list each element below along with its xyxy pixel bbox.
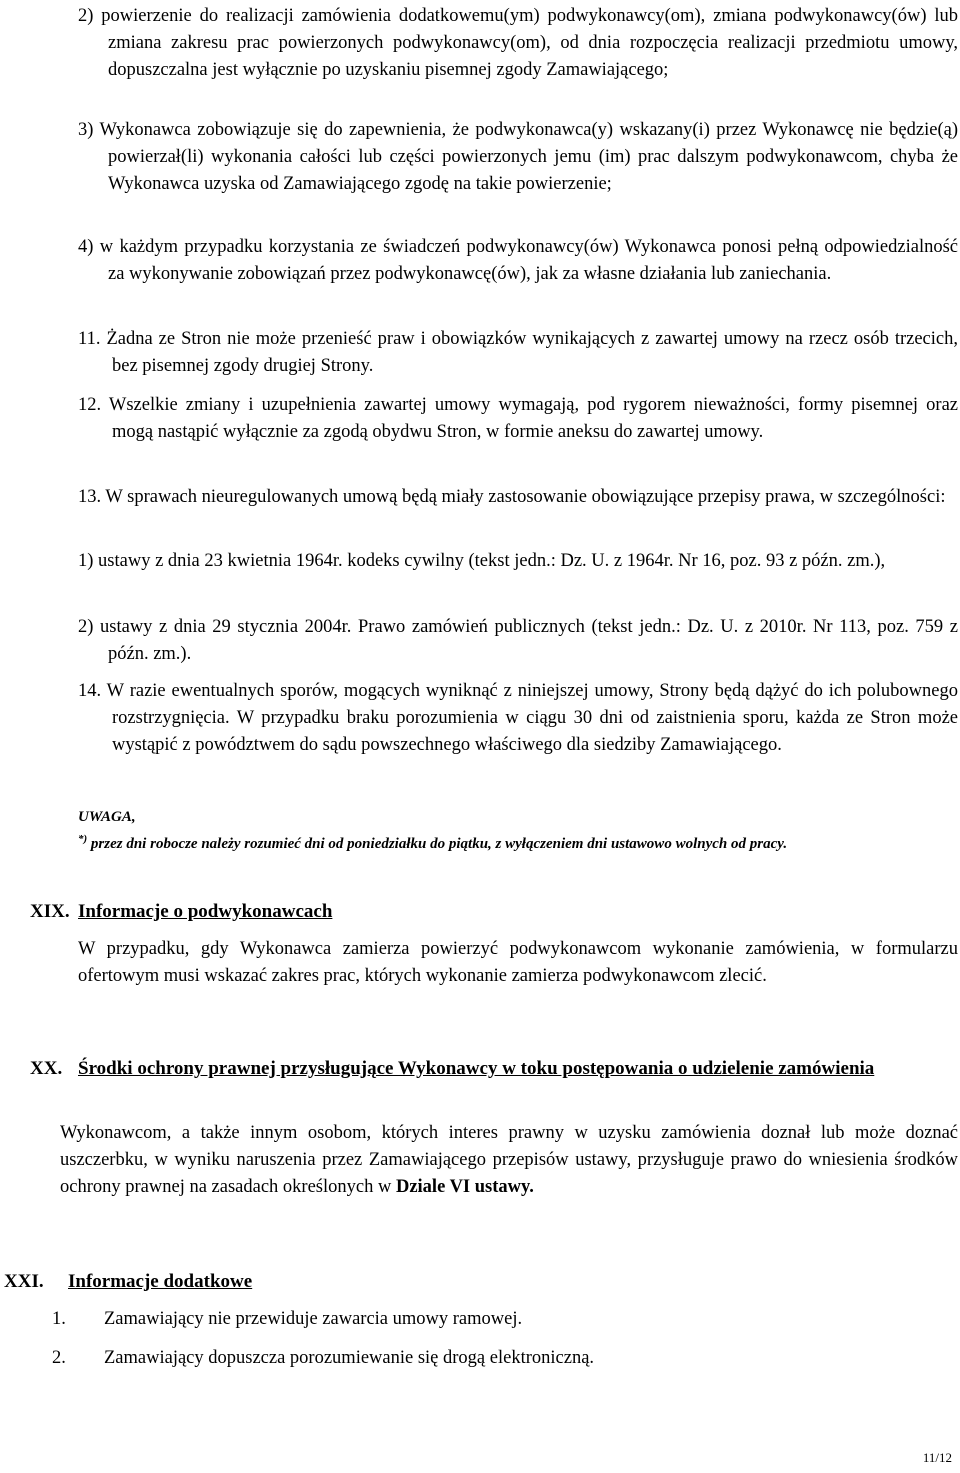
section-text: W przypadku, gdy Wykonawca zamierza powierzyć podwykonawcom wykonanie zamówienia, w formularzu ofertowym musi wskazać zakres prac, których wykonanie zamierza podwykonawcom zlecić. [78, 939, 958, 986]
note-title: UWAGA, [78, 809, 136, 825]
note-marker: *) [78, 833, 88, 845]
list-item: 2) powierzenie do realizacji zamówienia dodatkowemu(ym) podwykonawcy(om), zmiana podwykonawcy(ów) lub zmiana zakresu prac powierzonych podwykonawcy(om), od dnia rozpoczęcia realizacji przedmiotu umowy, dopuszczalna jest wyłącznie po uzyskaniu pisemnej zgody Zamawiającego; [78, 6, 958, 80]
paragraph-14: 14. W razie ewentualnych sporów, mogących wyniknąć z niniejszej umowy, Strony będą dążyć do ich polubownego rozstrzygnięcia. W przypadku braku porozumienia w ciągu 30 dni od zaistnienia sporu, każda ze Stron może wystąpić z powództwem do sądu powszechnego właściwego dla siedziby Zamawiającego. [78, 681, 958, 755]
section-title: Środki ochrony prawnej przysługujące Wykonawcy w toku postępowania o udzielenie zamówienia [78, 1058, 875, 1079]
note-text: przez dni robocze należy rozumieć dni od poniedziałku do piątku, z wyłączeniem dni ustawowo wolnych od pracy. [90, 836, 788, 852]
note [78, 806, 958, 855]
section-text: Wykonawcom, a także innym osobom, których interes prawny w uzysku zamówienia doznał lub może doznać uszczerbku, w wyniku naruszenia przez Zamawiającego przepisów ustawy, przysługuje prawo do wniesienia środków ochrony prawnej na zasadach określonych w Dziale VI ustawy. [60, 1123, 958, 1197]
section-number: XXI. [4, 1271, 44, 1292]
paragraph-12: 12. Wszelkie zmiany i uzupełnienia zawartej umowy wymagają, pod rygorem nieważności, formy pisemnej oraz mogą nastąpić wyłącznie za zgodą obydwu Stron, w formie aneksu do zawartej umowy. [78, 395, 958, 442]
paragraph-11: 11. Żadna ze Stron nie może przenieść praw i obowiązków wynikających z zawartej umowy na rzecz osób trzecich, bez pisemnej zgody drugiej Strony. [78, 329, 958, 376]
section-title: Informacje o podwykonawcach [78, 901, 333, 922]
list-item-number: 1. [52, 1309, 66, 1329]
section-title: Informacje dodatkowe [68, 1271, 253, 1292]
section-number: XIX. [30, 901, 70, 922]
section-number: XX. [30, 1058, 63, 1079]
list-item: 2) ustawy z dnia 29 stycznia 2004r. Prawo zamówień publicznych (tekst jedn.: Dz. U. z 2010r. Nr 113, poz. 759 z późn. zm.). [78, 617, 958, 664]
list-item: Zamawiający dopuszcza porozumiewanie się drogą elektroniczną. [104, 1348, 595, 1368]
page-number: 11/12 [922, 1450, 952, 1465]
paragraph-13: 13. W sprawach nieuregulowanych umową będą miały zastosowanie obowiązujące przepisy prawa, w szczególności: [78, 487, 946, 507]
list-item: 3) Wykonawca zobowiązuje się do zapewnienia, że podwykonawca(y) wskazany(i) przez Wykonawcę nie będzie(ą) powierzał(li) wykonania całości lub części powierzonych jemu (im) prac dalszym podwykonawcom, chyba że Wykonawca uzyska od Zamawiającego zgodę na takie powierzenie; [78, 120, 958, 194]
list-item-number: 2. [52, 1348, 66, 1368]
list-item: 4) w każdym przypadku korzystania ze świadczeń podwykonawcy(ów) Wykonawca ponosi pełną odpowiedzialność za wykonywanie zobowiązań przez podwykonawcę(ów), jak za własne działania lub zaniechania. [78, 237, 958, 284]
list-item: Zamawiający nie przewiduje zawarcia umowy ramowej. [104, 1309, 523, 1329]
list-item: 1) ustawy z dnia 23 kwietnia 1964r. kodeks cywilny (tekst jedn.: Dz. U. z 1964r. Nr 16, poz. 93 z późn. zm.), [78, 551, 886, 571]
